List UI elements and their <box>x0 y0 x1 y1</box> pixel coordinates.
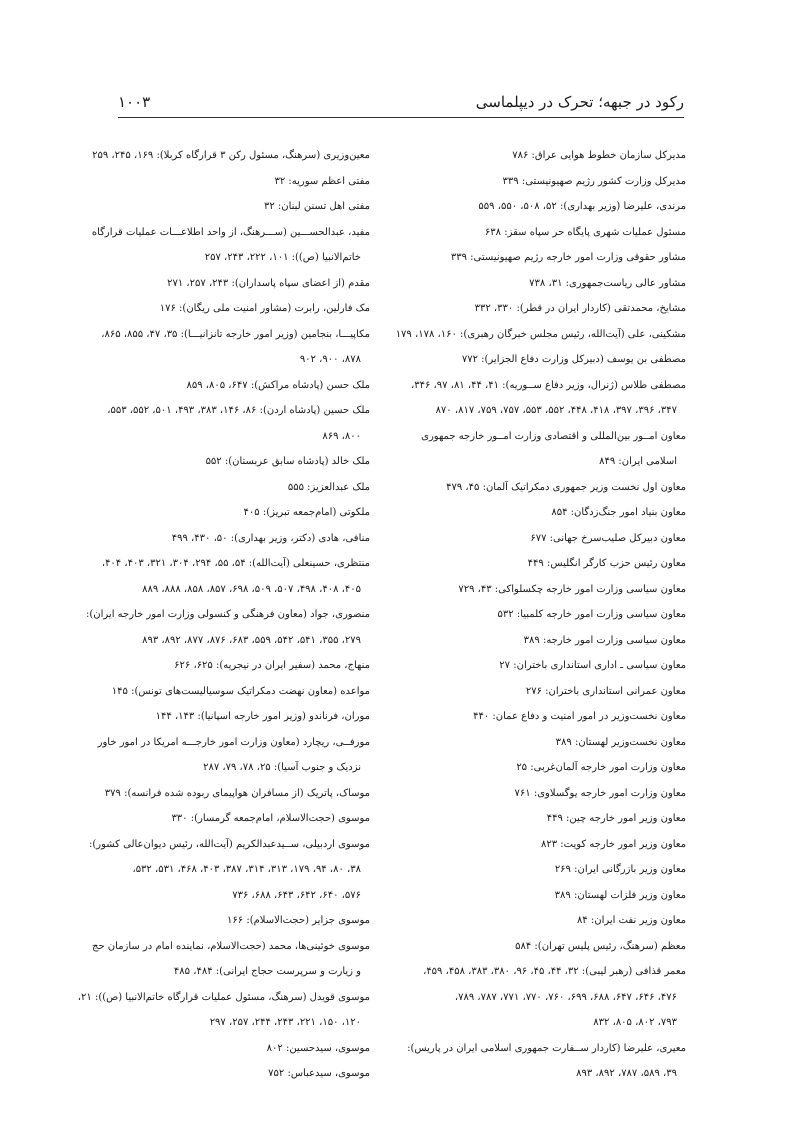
index-entry: مدیرکل وزارت کشور رژیم صهیونیستی: ۳۳۹ <box>502 175 686 187</box>
index-entry: مشاور عالی ریاست‌جمهوری: ۳۱، ۷۳۸ <box>529 277 686 289</box>
index-entry: مشاور حقوقی وزارت امور خارجه رژیم صهیونیستی: ۳۳۹ <box>450 252 686 263</box>
page-number: ۱۰۰۳ <box>118 93 151 111</box>
index-entry: معاون وزیر امور خارجه کویت: ۸۲۳ <box>540 838 686 850</box>
index-entry: موسوی جزایر (حجت‌الاسلام): ۱۶۶ <box>227 915 370 926</box>
index-entry: مواعده (معاون نهضت دمکراتیک سوسیالیست‌های تونس): ۱۴۵ <box>111 685 370 697</box>
header-rule <box>118 117 684 118</box>
index-entry: معاون وزیر نفت ایران: ۸۴ <box>576 915 686 926</box>
index-entry: مفتی اهل تسنن لبنان: ۳۲ <box>263 201 370 212</box>
index-column-right <box>395 143 686 1087</box>
index-entry: معاون وزیر امور خارجه چین: ۴۴۹ <box>546 813 686 824</box>
index-entry: معظم (سرهنگ، رئیس پلیس تهران): ۵۸۴ <box>515 940 686 952</box>
index-entry-continuation: ۷۹۳، ۸۰۲، ۸۰۵، ۸۳۲ <box>593 1017 677 1028</box>
index-entry: معاون سیاسی وزارت امور خارجه کلمبیا: ۵۳۲ <box>497 609 686 620</box>
index-entry: معاون عمرانی استانداری باختران: ۲۷۶ <box>525 685 686 697</box>
index-entry: معاون امــور بین‌المللی و اقتصادی وزارت امــور خارجه جمهوری <box>421 430 686 442</box>
index-entry: منصوری، جواد (معاون فرهنگی و کنسولی وزارت امور خارجه ایران): <box>86 609 370 620</box>
index-entry: مشکینی، علی (آیت‌الله، رئیس مجلس خبرگان رهبری): ۱۶۰، ۱۷۸، ۱۷۹ <box>395 328 686 340</box>
index-entry: معاون دبیرکل صلیب‌سرخ جهانی: ۶۷۷ <box>530 532 686 544</box>
index-entry: موسوی خوئینی‌ها، محمد (حجت‌الاسلام، نماینده امام در سازمان حج <box>91 940 370 952</box>
index-entry: ملک حسن (پادشاه مراکش): ۶۴۷، ۸۰۵، ۸۵۹ <box>186 379 370 391</box>
index-entry: موران، فرناندو (وزیر امور خارجه اسپانیا): ۱۴۳، ۱۴۴ <box>155 711 370 722</box>
index-entry: معاون رئیس حزب کارگر انگلیس: ۴۴۹ <box>527 558 686 569</box>
index-entry: موسوی، سیدحسین: ۸۰۲ <box>266 1042 370 1054</box>
index-entry-continuation: ۳۴۷، ۳۹۶، ۳۹۷، ۴۱۸، ۴۴۸، ۵۵۲، ۵۵۳، ۷۵۷، ۷۵۹، ۸۱۷، ۸۷۰ <box>435 405 677 416</box>
index-entry-continuation: ۳۸، ۸۰، ۹۴، ۱۷۹، ۳۱۳، ۳۱۴، ۳۸۷، ۴۰۳، ۴۶۸، ۵۳۱، ۵۳۲، <box>132 864 361 875</box>
index-entry-continuation: ۲۷۹، ۳۵۵، ۵۴۱، ۵۴۲، ۵۵۹، ۶۸۳، ۸۷۶، ۸۷۷، ۸۹۲، ۸۹۳ <box>142 634 361 646</box>
index-entry: موساک، پاتریک (از مسافران هواپیمای ربوده شده فرانسه): ۳۷۹ <box>104 787 370 799</box>
index-entry: موسوی قویدل (سرهنگ، مسئول عملیات قرارگاه خاتم‌الانبیا (ص)): ۲۱، <box>77 991 370 1003</box>
index-entry: ملک عبدالعزیز: ۵۵۵ <box>287 481 370 493</box>
index-entry: مصطفی بن یوسف (دبیرکل وزارت دفاع الجزایر): ۷۷۲ <box>461 354 686 365</box>
index-entry-continuation: ۸۰۰، ۸۶۹ <box>322 430 361 442</box>
index-entry: معین‌وزیری (سرهنگ، مسئول رکن ۳ قرارگاه کربلا): ۱۶۹، ۲۴۵، ۲۵۹ <box>92 150 370 161</box>
index-entry: معاون بنیاد امور جنگ‌زدگان: ۸۵۴ <box>551 507 686 518</box>
index-entry: مسئول عملیات شهری پایگاه حر سپاه سقز: ۶۳۸ <box>484 226 686 238</box>
index-entry: معاون اول نخست وزیر جمهوری دمکراتیک آلمان: ۴۵، ۴۷۹ <box>446 481 686 493</box>
index-entry-continuation: ۳۹، ۵۸۹، ۷۸۷، ۸۹۲، ۸۹۳ <box>576 1068 677 1079</box>
index-entry: معاون وزارت امور خارجه آلمان‌غربی: ۲۵ <box>516 762 686 773</box>
running-header <box>118 92 684 114</box>
index-entry: ملک خالد (پادشاه سابق عربستان): ۵۵۲ <box>205 456 370 467</box>
index-entry: معاون نخست‌وزیر لهستان: ۳۸۹ <box>555 736 686 748</box>
index-entry: مورفــی، ریچارد (معاون وزارت امور خارجـــه امریکا در امور خاور <box>97 736 370 748</box>
index-entry: ملک حسین (پادشاه اردن): ۸۶، ۱۴۶، ۳۸۳، ۴۹۳، ۵۰۱، ۵۵۲، ۵۵۳، <box>107 405 370 416</box>
index-entry-continuation: ۸۷۸، ۹۰۰، ۹۰۲ <box>299 354 361 365</box>
index-entry-continuation: ۱۲۰، ۱۵۰، ۲۲۱، ۲۴۳، ۲۴۴، ۲۵۷، ۲۹۷ <box>209 1017 361 1028</box>
index-entry: مشایخ، محمدتقی (کاردار ایران در قطر): ۳۳۰، ۳۳۲ <box>474 303 686 314</box>
index-entry: مقدم (از اعضای سپاه پاسداران): ۲۴۳، ۲۵۷، ۲۷۱ <box>167 277 370 289</box>
index-entry: مدیرکل سازمان خطوط هوایی عراق: ۷۸۶ <box>512 150 686 161</box>
index-column-left <box>77 143 370 1087</box>
index-entry: معاون وزیر فلزات لهستان: ۳۸۹ <box>554 889 686 901</box>
index-entry: منافی، هادی (دکتر، وزیر بهداری): ۵۰، ۴۳۰، ۴۹۹ <box>171 532 370 544</box>
index-entry: معاون سیاسی وزارت امور خارجه: ۳۸۹ <box>523 634 686 646</box>
index-entry-continuation: خاتم‌الانبیا (ص)): ۱۰۱، ۲۲۲، ۲۴۳، ۲۵۷ <box>204 252 361 263</box>
index-entry-continuation: ۴۰۵، ۴۰۸، ۴۹۸، ۵۰۷، ۵۰۹، ۶۹۸، ۸۵۷، ۸۵۸، ۸۸۸، ۸۸۹ <box>142 583 361 595</box>
index-entry-continuation: اسلامی ایران: ۸۴۹ <box>599 456 677 467</box>
index-entry: موسوی (حجت‌الاسلام، امام‌جمعه گرمسار): ۳۳۰ <box>171 813 370 824</box>
index-entry: معمر قذافی (رهبر لیبی): ۳۲، ۴۴، ۴۵، ۹۶، ۳۸۰، ۳۸۳، ۴۵۸، ۴۵۹، <box>423 966 686 977</box>
index-entry: معاون نخست‌وزیر در امور امنیت و دفاع عمان: ۴۴۰ <box>473 711 686 722</box>
index-entry-continuation: نزدیک و جنوب آسیا): ۲۵، ۷۸، ۷۹، ۲۸۷ <box>203 762 361 773</box>
index-entry: معاون سیاسی وزارت امور خارجه چکسلواکی: ۴۳، ۷۲۹ <box>458 583 686 595</box>
running-title: رکود در جبهه؛ تحرک در دیپلماسی <box>475 93 684 111</box>
index-entry: منتظری، حسینعلی (آیت‌الله): ۵۴، ۵۵، ۲۹۴، ۳۰۴، ۳۲۱، ۴۰۳، ۴۰۴، <box>101 558 370 569</box>
index-entry: موسوی اردبیلی، ســیدعبدالکریم (آیت‌الله، رئیس دیوان‌عالی کشور): <box>89 838 370 850</box>
index-entry: مرندی، علیرضا (وزیر بهداری): ۵۲، ۵۰۸، ۵۵۰، ۵۵۹ <box>478 201 686 212</box>
index-entry: منهاج، محمد (سفیر ایران در نیجریه): ۶۲۵، ۶۲۶ <box>174 660 370 671</box>
index-entry: ملکوتی (امام‌جمعه تبریز): ۴۰۵ <box>243 507 370 518</box>
index-entry: مفتی اعظم سوریه: ۳۲ <box>274 175 370 187</box>
index-entry: مک فارلین، رابرت (مشاور امنیت ملی ریگان): ۱۷۶ <box>159 303 370 314</box>
index-entry: معاون وزارت امور خارجه یوگسلاوی: ۷۶۱ <box>514 787 686 799</box>
index-entry: معیری، علیرضا (کاردار ســفارت جمهوری اسلامی ایران در پاریس): <box>407 1042 686 1054</box>
index-entry-continuation: ۵۷۶، ۶۴۰، ۶۴۲، ۶۴۳، ۶۸۸، ۷۳۶ <box>232 889 361 901</box>
index-entry: معاون سیاسی ـ اداری استانداری باختران: ۲۷ <box>499 660 686 671</box>
index-entry: مفید، عبدالحســـین (ســـرهنگ، از واحد اطلاعـــات عملیات قرارگاه <box>91 226 370 238</box>
index-entry-continuation: و زیارت و سرپرست حجاج ایرانی): ۴۸۴، ۴۸۵ <box>173 966 361 977</box>
index-entry-continuation: ۴۷۶، ۶۴۶، ۶۴۷، ۶۸۸، ۶۹۹، ۷۶۰، ۷۷۰، ۷۷۱، ۷۸۷، ۷۸۹، <box>454 991 677 1003</box>
index-entry: مکاپیـــا، بنجامین (وزیر امور خارجه تانزانیـــا): ۳۵، ۴۷، ۸۵۵، ۸۶۵، <box>101 328 370 340</box>
index-entry: موسوی، سیدعباس: ۷۵۲ <box>268 1068 370 1079</box>
index-entry: معاون وزیر بازرگانی ایران: ۲۶۹ <box>554 864 686 875</box>
index-entry: مصطفی طلاس (ژنرال، وزیر دفاع ســوریه): ۴۱، ۴۴، ۸۱، ۹۷، ۳۴۶، <box>411 379 686 391</box>
